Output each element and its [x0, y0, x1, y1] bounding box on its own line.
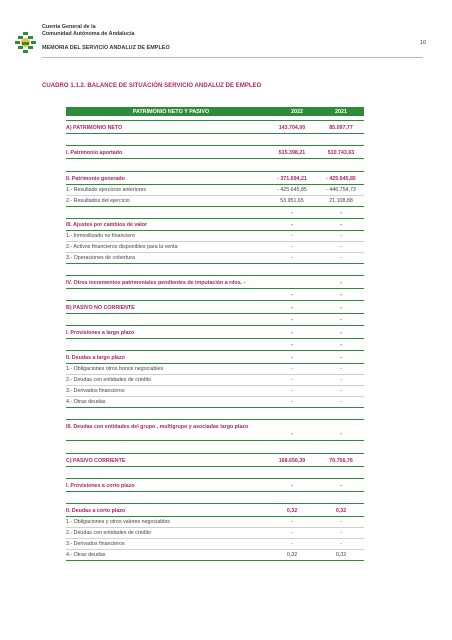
page-number: 10: [420, 40, 426, 46]
table-row: B) PASIVO NO CORRIENTE - -: [66, 304, 342, 311]
divider: [66, 158, 364, 159]
col-header-2022: 2022: [291, 108, 303, 115]
table-row: 1.- Inmovilizado no financiero - -: [66, 232, 342, 239]
table-row: - -: [291, 209, 342, 216]
table-row: I. Patrimonio aportado 515.398,21 510.743,63: [66, 149, 355, 156]
table-row: 2.- Deudas con entidades de crédito - -: [66, 376, 342, 383]
divider: [66, 407, 364, 408]
table-row: 1.- Resultado ejercicios anteriores - 425.645,85 - 446.754,73: [66, 186, 356, 193]
header-divider: [42, 57, 423, 58]
table-row: - -: [291, 316, 342, 323]
divider: [66, 133, 364, 134]
table-row: I. Provisiones a largo plazo - -: [66, 329, 342, 336]
table-row: II. Deudas a largo plazo - -: [66, 354, 342, 361]
table-row: 2.- Activos financieros disponibles para la venta - -: [66, 243, 342, 250]
table-row: III. Ajustes por cambios de valor - -: [66, 221, 342, 228]
org-name-line2: Comunidad Autónoma de Andalucía: [42, 31, 135, 37]
table-row: 1.- Obligaciones y otros valores negociables - -: [66, 518, 342, 525]
table-row: I. Provisiones a corto plazo - -: [66, 482, 342, 489]
table-row: 3.- Derivados financieros - -: [66, 387, 342, 394]
table-row: II. Patrimonio generado - 371.694,21 - 425.645,85: [66, 175, 356, 182]
org-name-line1: Cuenta General de la: [42, 24, 96, 30]
divider: [66, 288, 364, 289]
table-header: [66, 107, 364, 116]
divider: [66, 275, 364, 276]
divider: [66, 171, 364, 172]
divider: [66, 218, 364, 219]
table-row: - -: [291, 341, 342, 348]
col-header-label: PATRIMONIO NETO Y PASIVO: [132, 108, 210, 115]
table-row: 3.- Derivados financieros - -: [66, 540, 342, 547]
table-row: A) PATRIMONIO NETO 143.704,00 85.097,77: [66, 124, 353, 131]
divider: [66, 300, 364, 301]
divider: [66, 478, 364, 479]
section-title: CUADRO 1.1.2. BALANCE DE SITUACIÓN SERVICIO ANDALUZ DE EMPLEO: [42, 83, 262, 89]
divider: [66, 466, 364, 467]
table-row: 3.- Operaciones de cobertura - -: [66, 254, 342, 261]
divider: [66, 206, 364, 207]
divider: [66, 263, 364, 264]
table-row: 4.- Otras deudas 0,32 0,32: [66, 551, 347, 558]
divider: [66, 491, 364, 492]
divider: [66, 453, 364, 454]
divider: [66, 419, 364, 420]
table-row: IV. Otros incrementos patrimoniales pendientes de imputación a rdos. - -: [66, 279, 342, 286]
table-row: II. Deudas a corto plazo 0,32 0,32: [66, 507, 347, 514]
divider: [66, 313, 364, 314]
col-header-2021: 2021: [335, 108, 347, 115]
memoria-title: MEMORIA DEL SERVICIO ANDALUZ DE EMPLEO: [42, 45, 170, 51]
divider: [66, 338, 364, 339]
table-row: III. Deudas con entidades del grupo , multigrupo y asociadas largo plazo - -: [66, 423, 342, 437]
divider: [66, 440, 364, 441]
divider: [66, 560, 364, 561]
divider: [66, 350, 364, 351]
table-row: 4.- Otras deudas - -: [66, 398, 342, 405]
divider: [66, 145, 364, 146]
table-row: 2.- Resultados del ejercicio 53.951,65 21.108,88: [66, 197, 353, 204]
divider: [66, 503, 364, 504]
table-row: 1.- Obligaciones otros bonos negociables - -: [66, 365, 342, 372]
table-row: 2.- Deudas con entidades de crédito - -: [66, 529, 342, 536]
table-row: C) PASIVO CORRIENTE 168.656,39 70.756,76: [66, 457, 353, 464]
divider: [66, 120, 364, 121]
junta-andalucia-logo: [15, 32, 37, 54]
divider: [66, 325, 364, 326]
table-row: - -: [291, 291, 342, 298]
